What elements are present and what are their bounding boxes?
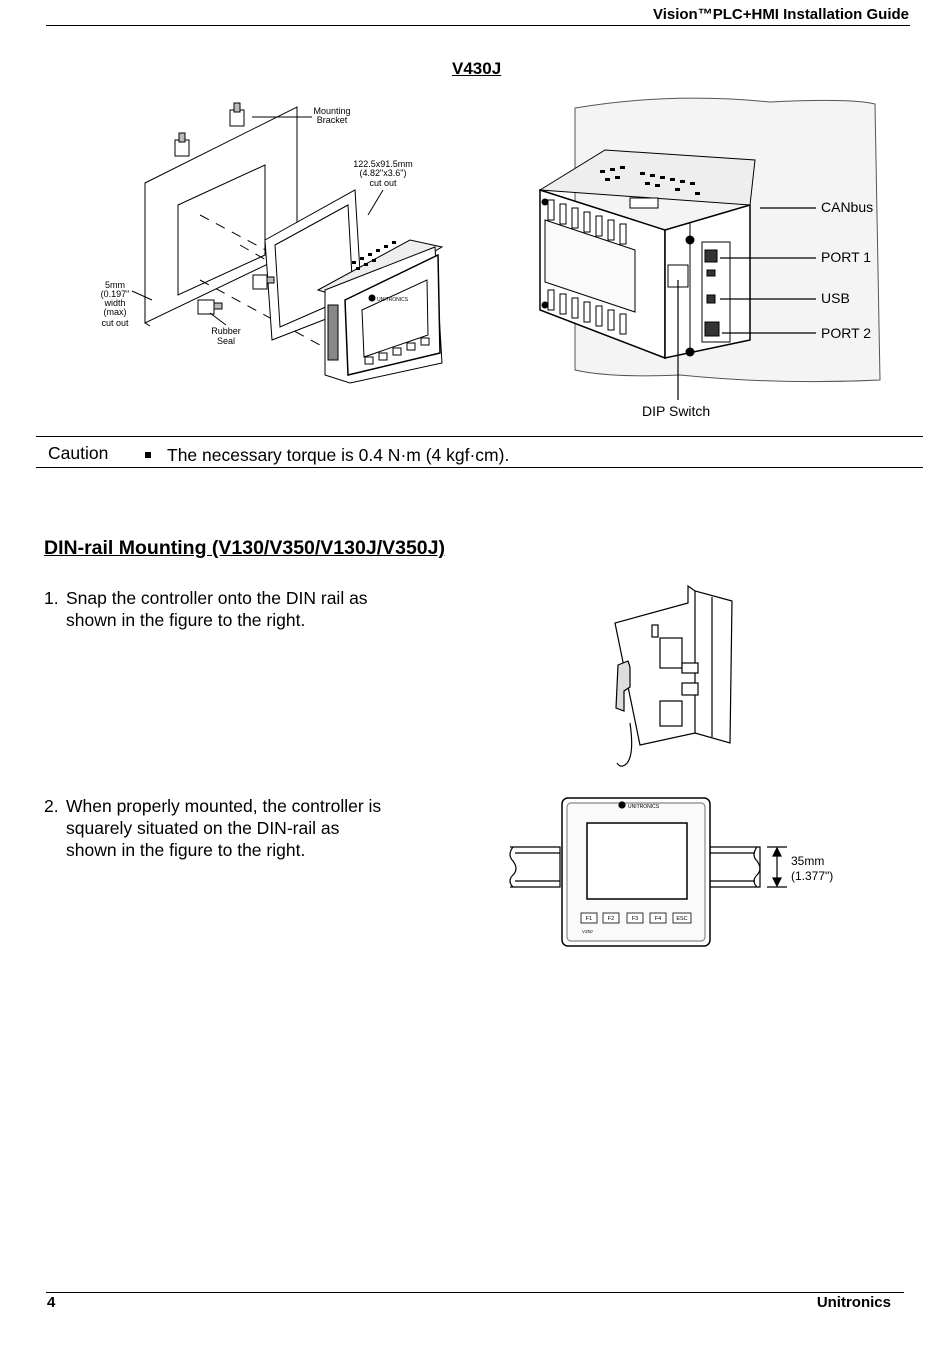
label-dimension-in: (1.377") [791,869,834,883]
footer-company: Unitronics [816,1294,891,1311]
device-brand-front: UNITRONICS [628,804,660,810]
label-port1: PORT 1 [821,249,872,265]
caution-text: The necessary torque is 0.4 N·m (4 kgf·cm). [167,445,510,465]
page-number: 4 [47,1294,56,1311]
label-thickness: 5mm [105,280,125,290]
label-cutout: cut out [369,178,397,188]
controller-rear-device [540,150,755,358]
label-cutout-size: 122.5x91.5mm [353,159,413,169]
din-rail-front-figure [505,795,850,950]
header-rule [46,25,910,26]
key-esc: ESC [676,916,688,922]
step-number: 1. [44,588,59,608]
caution-bottom-rule [36,467,923,468]
label-thickness-in: (0.197" [100,289,130,299]
label-rubber-seal: Rubber [211,326,241,336]
step-text-line: Snap the controller onto the DIN rail as [66,588,368,608]
key-f1: F1 [585,916,593,922]
screen [587,823,687,899]
step-text-line: squarely situated on the DIN-rail as [66,818,340,838]
caution-label: Caution [48,443,109,463]
step-text-line: When properly mounted, the controller is [66,796,382,816]
device-brand: UNITRONICS [377,297,409,303]
label-port2: PORT 2 [821,325,872,341]
step-number: 2. [44,796,59,816]
panel-mounting-exploded-figure [90,95,470,385]
bullet-icon [145,452,151,458]
key-f3: F3 [631,916,639,922]
din-rail-side-figure [600,583,740,775]
v430j-ports-figure [530,90,890,425]
key-f4: F4 [654,916,662,922]
label-rubber-seal-2: Seal [216,336,236,346]
label-mounting-bracket: Mounting [313,106,351,116]
step-text-line: shown in the figure to the right. [66,840,306,860]
label-cutout-size-in: (4.82"x3.6") [359,168,407,178]
step-1 [44,587,464,637]
label-mounting-bracket-2: Bracket [316,115,348,125]
model-title: V430J [452,59,502,78]
label-canbus: CANbus [821,199,874,215]
step-2 [44,795,464,865]
device-model: V350 [582,929,593,934]
label-usb: USB [821,290,850,306]
caution-top-rule [36,436,923,437]
key-f2: F2 [607,916,615,922]
label-thickness-max: (max) [103,307,127,317]
footer-rule [46,1292,904,1293]
section-title: DIN-rail Mounting (V130/V350/V130J/V350J) [44,537,445,559]
label-thickness-width: width [104,298,126,308]
step-text-line: shown in the figure to the right. [66,610,306,630]
label-dimension: 35mm [791,854,825,868]
label-dip-switch: DIP Switch [642,403,711,419]
label-thickness-cutout: cut out [101,318,129,328]
running-header: Vision™PLC+HMI Installation Guide [652,6,909,23]
